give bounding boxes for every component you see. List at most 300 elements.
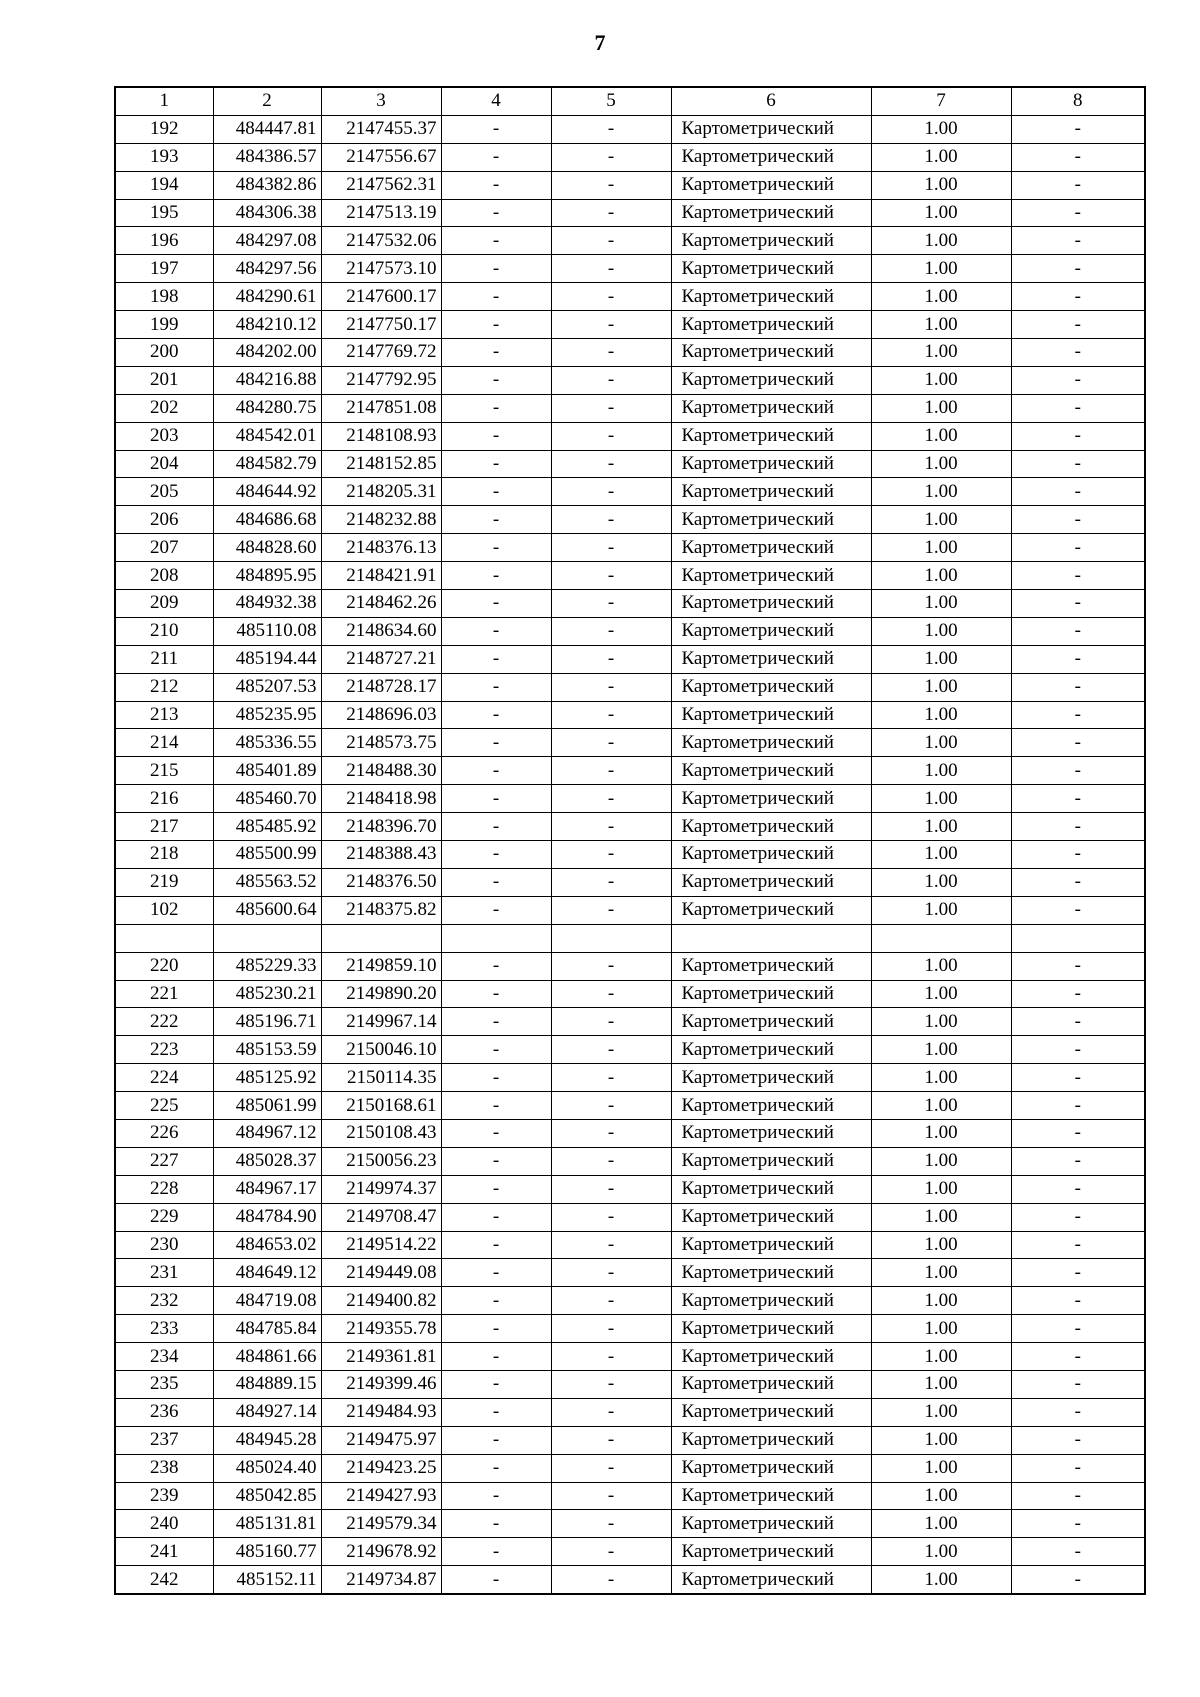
accuracy-cell: 1.00 — [871, 1370, 1011, 1398]
accuracy-cell: 1.00 — [871, 1259, 1011, 1287]
col4-cell: - — [441, 896, 551, 924]
accuracy-cell: 1.00 — [871, 422, 1011, 450]
method-cell: Картометрический — [671, 1426, 871, 1454]
x-coordinate-cell: 484861.66 — [213, 1343, 321, 1371]
y-coordinate-cell: 2147562.31 — [321, 171, 441, 199]
y-coordinate-cell: 2148573.75 — [321, 729, 441, 757]
col4-cell: - — [441, 171, 551, 199]
col4-cell: - — [441, 645, 551, 673]
table-row — [115, 143, 1145, 171]
accuracy-cell: 1.00 — [871, 1064, 1011, 1092]
table-row — [115, 534, 1145, 562]
y-coordinate-cell: 2149427.93 — [321, 1482, 441, 1510]
col8-cell: - — [1011, 729, 1145, 757]
point-number-cell: 235 — [115, 1370, 213, 1398]
method-cell: Картометрический — [671, 757, 871, 785]
accuracy-cell: 1.00 — [871, 1231, 1011, 1259]
point-number-cell: 203 — [115, 422, 213, 450]
y-coordinate-cell: 2148728.17 — [321, 673, 441, 701]
accuracy-cell: 1.00 — [871, 673, 1011, 701]
col8-cell: - — [1011, 1343, 1145, 1371]
y-coordinate-cell: 2149974.37 — [321, 1175, 441, 1203]
method-cell: Картометрический — [671, 813, 871, 841]
accuracy-cell: 1.00 — [871, 645, 1011, 673]
accuracy-cell: 1.00 — [871, 980, 1011, 1008]
table-row — [115, 1343, 1145, 1371]
x-coordinate-cell: 484280.75 — [213, 394, 321, 422]
point-number-cell: 242 — [115, 1566, 213, 1594]
col5-cell: - — [551, 1315, 671, 1343]
header-cell: 2 — [213, 87, 321, 115]
x-coordinate-cell: 484828.60 — [213, 534, 321, 562]
accuracy-cell: 1.00 — [871, 1454, 1011, 1482]
accuracy-cell: 1.00 — [871, 1538, 1011, 1566]
header-row — [115, 87, 1145, 115]
col8-cell: - — [1011, 701, 1145, 729]
table-row — [115, 1538, 1145, 1566]
method-cell: Картометрический — [671, 590, 871, 618]
col8-cell: - — [1011, 1538, 1145, 1566]
col5-cell: - — [551, 1147, 671, 1175]
col4-cell: - — [441, 1092, 551, 1120]
col5-cell: - — [551, 1343, 671, 1371]
accuracy-cell: 1.00 — [871, 1510, 1011, 1538]
y-coordinate-cell: 2149361.81 — [321, 1343, 441, 1371]
table-row — [115, 1510, 1145, 1538]
col8-cell: - — [1011, 1259, 1145, 1287]
col4-cell: - — [441, 534, 551, 562]
y-coordinate-cell: 2147556.67 — [321, 143, 441, 171]
col5-cell: - — [551, 1287, 671, 1315]
col4-cell: - — [441, 1175, 551, 1203]
point-number-cell: 204 — [115, 450, 213, 478]
col8-cell: - — [1011, 1482, 1145, 1510]
col4-cell: - — [441, 1064, 551, 1092]
x-coordinate-cell: 485460.70 — [213, 785, 321, 813]
table-row — [115, 673, 1145, 701]
accuracy-cell: 1.00 — [871, 1036, 1011, 1064]
table-row — [115, 645, 1145, 673]
col4-cell: - — [441, 227, 551, 255]
point-number-cell: 207 — [115, 534, 213, 562]
coordinates-table — [114, 86, 1146, 1595]
point-number-cell: 227 — [115, 1147, 213, 1175]
method-cell: Картометрический — [671, 1454, 871, 1482]
col8-cell: - — [1011, 1147, 1145, 1175]
method-cell: Картометрический — [671, 506, 871, 534]
col4-cell: - — [441, 366, 551, 394]
y-coordinate-cell: 2148376.13 — [321, 534, 441, 562]
col5-cell: - — [551, 1398, 671, 1426]
table-row — [115, 1175, 1145, 1203]
method-cell: Картометрический — [671, 366, 871, 394]
page-number: 7 — [594, 30, 606, 55]
point-number-cell: 217 — [115, 813, 213, 841]
method-cell: Картометрический — [671, 868, 871, 896]
point-number-cell: 194 — [115, 171, 213, 199]
x-coordinate-cell: 485194.44 — [213, 645, 321, 673]
accuracy-cell: 1.00 — [871, 478, 1011, 506]
method-cell: Картометрический — [671, 1370, 871, 1398]
x-coordinate-cell: 485485.92 — [213, 813, 321, 841]
col8-cell: - — [1011, 1510, 1145, 1538]
accuracy-cell: 1.00 — [871, 729, 1011, 757]
col5-cell: - — [551, 339, 671, 367]
y-coordinate-cell: 2148205.31 — [321, 478, 441, 506]
col4-cell: - — [441, 450, 551, 478]
accuracy-cell: 1.00 — [871, 841, 1011, 869]
accuracy-cell: 1.00 — [871, 450, 1011, 478]
point-number-cell: 200 — [115, 339, 213, 367]
point-number-cell: 226 — [115, 1119, 213, 1147]
col4-cell: - — [441, 1147, 551, 1175]
col8-cell: - — [1011, 311, 1145, 339]
x-coordinate-cell: 485160.77 — [213, 1538, 321, 1566]
col4-cell: - — [441, 729, 551, 757]
accuracy-cell: 1.00 — [871, 813, 1011, 841]
table-row — [115, 506, 1145, 534]
col8-cell: - — [1011, 255, 1145, 283]
col4-cell: - — [441, 311, 551, 339]
col5-cell: - — [551, 506, 671, 534]
y-coordinate-cell: 2147513.19 — [321, 199, 441, 227]
accuracy-cell: 1.00 — [871, 1175, 1011, 1203]
accuracy-cell: 1.00 — [871, 1119, 1011, 1147]
table-row — [115, 227, 1145, 255]
x-coordinate-cell: 485024.40 — [213, 1454, 321, 1482]
col4-cell: - — [441, 980, 551, 1008]
point-number-cell: 224 — [115, 1064, 213, 1092]
accuracy-cell: 1.00 — [871, 283, 1011, 311]
point-number-cell: 206 — [115, 506, 213, 534]
x-coordinate-cell: 484967.12 — [213, 1119, 321, 1147]
accuracy-cell: 1.00 — [871, 701, 1011, 729]
table-row — [115, 952, 1145, 980]
col8-cell: - — [1011, 394, 1145, 422]
col4-cell: - — [441, 199, 551, 227]
y-coordinate-cell: 2150046.10 — [321, 1036, 441, 1064]
accuracy-cell: 1.00 — [871, 227, 1011, 255]
x-coordinate-cell: 485196.71 — [213, 1008, 321, 1036]
point-number-cell: 192 — [115, 115, 213, 143]
col4-cell: - — [441, 1510, 551, 1538]
col5-cell: - — [551, 199, 671, 227]
point-number-cell: 238 — [115, 1454, 213, 1482]
x-coordinate-cell: 484653.02 — [213, 1231, 321, 1259]
table-row — [115, 757, 1145, 785]
x-coordinate-cell: 484290.61 — [213, 283, 321, 311]
point-number-cell: 241 — [115, 1538, 213, 1566]
table-row — [115, 841, 1145, 869]
method-cell: Картометрический — [671, 1538, 871, 1566]
y-coordinate-cell — [321, 924, 441, 952]
x-coordinate-cell: 484297.08 — [213, 227, 321, 255]
method-cell: Картометрический — [671, 534, 871, 562]
col4-cell: - — [441, 1398, 551, 1426]
col5-cell: - — [551, 673, 671, 701]
col8-cell: - — [1011, 562, 1145, 590]
col8-cell: - — [1011, 868, 1145, 896]
col5-cell: - — [551, 785, 671, 813]
method-cell: Картометрический — [671, 562, 871, 590]
y-coordinate-cell: 2147600.17 — [321, 283, 441, 311]
col8-cell: - — [1011, 841, 1145, 869]
table-row — [115, 1008, 1145, 1036]
col4-cell: - — [441, 339, 551, 367]
accuracy-cell: 1.00 — [871, 311, 1011, 339]
col8-cell: - — [1011, 283, 1145, 311]
accuracy-cell: 1.00 — [871, 1315, 1011, 1343]
y-coordinate-cell: 2149579.34 — [321, 1510, 441, 1538]
table-row — [115, 1036, 1145, 1064]
point-number-cell: 233 — [115, 1315, 213, 1343]
col5-cell: - — [551, 255, 671, 283]
y-coordinate-cell: 2147573.10 — [321, 255, 441, 283]
point-number-cell: 223 — [115, 1036, 213, 1064]
point-number-cell: 201 — [115, 366, 213, 394]
col8-cell: - — [1011, 1315, 1145, 1343]
col4-cell: - — [441, 478, 551, 506]
method-cell: Картометрический — [671, 478, 871, 506]
accuracy-cell: 1.00 — [871, 366, 1011, 394]
col8-cell: - — [1011, 143, 1145, 171]
method-cell: Картометрический — [671, 1315, 871, 1343]
method-cell: Картометрический — [671, 1175, 871, 1203]
x-coordinate-cell: 485500.99 — [213, 841, 321, 869]
table-row — [115, 896, 1145, 924]
x-coordinate-cell — [213, 924, 321, 952]
col5-cell: - — [551, 896, 671, 924]
point-number-cell: 237 — [115, 1426, 213, 1454]
col5-cell: - — [551, 1566, 671, 1594]
col5-cell: - — [551, 115, 671, 143]
table-row — [115, 1119, 1145, 1147]
x-coordinate-cell: 484542.01 — [213, 422, 321, 450]
x-coordinate-cell: 485061.99 — [213, 1092, 321, 1120]
method-cell: Картометрический — [671, 283, 871, 311]
col5-cell: - — [551, 366, 671, 394]
x-coordinate-cell: 484386.57 — [213, 143, 321, 171]
accuracy-cell: 1.00 — [871, 1426, 1011, 1454]
method-cell: Картометрический — [671, 952, 871, 980]
y-coordinate-cell: 2148396.70 — [321, 813, 441, 841]
col5-cell: - — [551, 1036, 671, 1064]
method-cell: Картометрический — [671, 394, 871, 422]
point-number-cell: 102 — [115, 896, 213, 924]
x-coordinate-cell: 485152.11 — [213, 1566, 321, 1594]
accuracy-cell: 1.00 — [871, 1008, 1011, 1036]
method-cell: Картометрический — [671, 1510, 871, 1538]
x-coordinate-cell: 484927.14 — [213, 1398, 321, 1426]
point-number-cell: 228 — [115, 1175, 213, 1203]
table-row — [115, 924, 1145, 952]
col5-cell: - — [551, 1538, 671, 1566]
table-row — [115, 980, 1145, 1008]
method-cell: Картометрический — [671, 1147, 871, 1175]
col8-cell: - — [1011, 813, 1145, 841]
point-number-cell: 230 — [115, 1231, 213, 1259]
x-coordinate-cell: 484945.28 — [213, 1426, 321, 1454]
col4-cell: - — [441, 283, 551, 311]
table-row — [115, 868, 1145, 896]
method-cell: Картометрический — [671, 199, 871, 227]
y-coordinate-cell: 2149967.14 — [321, 1008, 441, 1036]
col4-cell: - — [441, 1119, 551, 1147]
accuracy-cell: 1.00 — [871, 115, 1011, 143]
y-coordinate-cell: 2149859.10 — [321, 952, 441, 980]
method-cell: Картометрический — [671, 785, 871, 813]
accuracy-cell: 1.00 — [871, 1343, 1011, 1371]
y-coordinate-cell: 2150056.23 — [321, 1147, 441, 1175]
col4-cell: - — [441, 1008, 551, 1036]
col8-cell: - — [1011, 590, 1145, 618]
col5-cell: - — [551, 1092, 671, 1120]
col8-cell: - — [1011, 506, 1145, 534]
col5-cell: - — [551, 1510, 671, 1538]
x-coordinate-cell: 484932.38 — [213, 590, 321, 618]
col4-cell: - — [441, 1203, 551, 1231]
x-coordinate-cell: 485230.21 — [213, 980, 321, 1008]
point-number-cell: 195 — [115, 199, 213, 227]
accuracy-cell: 1.00 — [871, 1482, 1011, 1510]
x-coordinate-cell: 485125.92 — [213, 1064, 321, 1092]
col8-cell: - — [1011, 450, 1145, 478]
point-number-cell: 197 — [115, 255, 213, 283]
col8-cell: - — [1011, 757, 1145, 785]
col8-cell — [1011, 924, 1145, 952]
y-coordinate-cell: 2147750.17 — [321, 311, 441, 339]
point-number-cell: 193 — [115, 143, 213, 171]
x-coordinate-cell: 485042.85 — [213, 1482, 321, 1510]
col5-cell: - — [551, 283, 671, 311]
point-number-cell: 215 — [115, 757, 213, 785]
method-cell: Картометрический — [671, 1092, 871, 1120]
method-cell — [671, 924, 871, 952]
y-coordinate-cell: 2148727.21 — [321, 645, 441, 673]
point-number-cell: 221 — [115, 980, 213, 1008]
table-row — [115, 1426, 1145, 1454]
col4-cell: - — [441, 868, 551, 896]
col5-cell: - — [551, 1175, 671, 1203]
col8-cell: - — [1011, 1287, 1145, 1315]
accuracy-cell: 1.00 — [871, 896, 1011, 924]
col5-cell: - — [551, 562, 671, 590]
y-coordinate-cell: 2148108.93 — [321, 422, 441, 450]
table-row — [115, 199, 1145, 227]
col4-cell: - — [441, 757, 551, 785]
method-cell: Картометрический — [671, 1482, 871, 1510]
table-row — [115, 729, 1145, 757]
y-coordinate-cell: 2148488.30 — [321, 757, 441, 785]
col4-cell: - — [441, 785, 551, 813]
col8-cell: - — [1011, 1566, 1145, 1594]
table-row — [115, 1315, 1145, 1343]
col4-cell: - — [441, 422, 551, 450]
table-row — [115, 1398, 1145, 1426]
col8-cell: - — [1011, 1426, 1145, 1454]
point-number-cell: 214 — [115, 729, 213, 757]
accuracy-cell: 1.00 — [871, 1203, 1011, 1231]
accuracy-cell: 1.00 — [871, 339, 1011, 367]
accuracy-cell: 1.00 — [871, 534, 1011, 562]
col5-cell: - — [551, 980, 671, 1008]
y-coordinate-cell: 2149514.22 — [321, 1231, 441, 1259]
method-cell: Картометрический — [671, 450, 871, 478]
col5-cell: - — [551, 701, 671, 729]
y-coordinate-cell: 2149400.82 — [321, 1287, 441, 1315]
method-cell: Картометрический — [671, 1064, 871, 1092]
x-coordinate-cell: 484644.92 — [213, 478, 321, 506]
col5-cell: - — [551, 952, 671, 980]
col4-cell: - — [441, 1231, 551, 1259]
y-coordinate-cell: 2148152.85 — [321, 450, 441, 478]
col4-cell: - — [441, 590, 551, 618]
header-cell: 3 — [321, 87, 441, 115]
accuracy-cell — [871, 924, 1011, 952]
point-number-cell: 208 — [115, 562, 213, 590]
table-row — [115, 1203, 1145, 1231]
method-cell: Картометрический — [671, 1566, 871, 1594]
method-cell: Картометрический — [671, 143, 871, 171]
table-row — [115, 450, 1145, 478]
point-number-cell: 222 — [115, 1008, 213, 1036]
col4-cell: - — [441, 506, 551, 534]
point-number-cell — [115, 924, 213, 952]
header-cell: 6 — [671, 87, 871, 115]
point-number-cell: 232 — [115, 1287, 213, 1315]
col5-cell: - — [551, 534, 671, 562]
y-coordinate-cell: 2149734.87 — [321, 1566, 441, 1594]
method-cell: Картометрический — [671, 673, 871, 701]
col8-cell: - — [1011, 1008, 1145, 1036]
col4-cell: - — [441, 673, 551, 701]
table-row — [115, 1092, 1145, 1120]
col5-cell: - — [551, 757, 671, 785]
col5-cell: - — [551, 590, 671, 618]
y-coordinate-cell: 2149484.93 — [321, 1398, 441, 1426]
x-coordinate-cell: 484785.84 — [213, 1315, 321, 1343]
col5-cell: - — [551, 841, 671, 869]
y-coordinate-cell: 2149449.08 — [321, 1259, 441, 1287]
col8-cell: - — [1011, 617, 1145, 645]
col4-cell: - — [441, 1259, 551, 1287]
col4-cell: - — [441, 1482, 551, 1510]
method-cell: Картометрический — [671, 171, 871, 199]
header-cell: 8 — [1011, 87, 1145, 115]
point-number-cell: 216 — [115, 785, 213, 813]
x-coordinate-cell: 484202.00 — [213, 339, 321, 367]
y-coordinate-cell: 2147792.95 — [321, 366, 441, 394]
x-coordinate-cell: 484686.68 — [213, 506, 321, 534]
point-number-cell: 236 — [115, 1398, 213, 1426]
col8-cell: - — [1011, 785, 1145, 813]
col4-cell: - — [441, 1315, 551, 1343]
accuracy-cell: 1.00 — [871, 171, 1011, 199]
y-coordinate-cell: 2150108.43 — [321, 1119, 441, 1147]
accuracy-cell: 1.00 — [871, 562, 1011, 590]
x-coordinate-cell: 485207.53 — [213, 673, 321, 701]
col4-cell: - — [441, 394, 551, 422]
method-cell: Картометрический — [671, 980, 871, 1008]
col5-cell: - — [551, 1259, 671, 1287]
y-coordinate-cell: 2148421.91 — [321, 562, 441, 590]
y-coordinate-cell: 2148418.98 — [321, 785, 441, 813]
accuracy-cell: 1.00 — [871, 1398, 1011, 1426]
col4-cell: - — [441, 1343, 551, 1371]
col5-cell: - — [551, 450, 671, 478]
col5-cell: - — [551, 1064, 671, 1092]
col5-cell: - — [551, 1370, 671, 1398]
